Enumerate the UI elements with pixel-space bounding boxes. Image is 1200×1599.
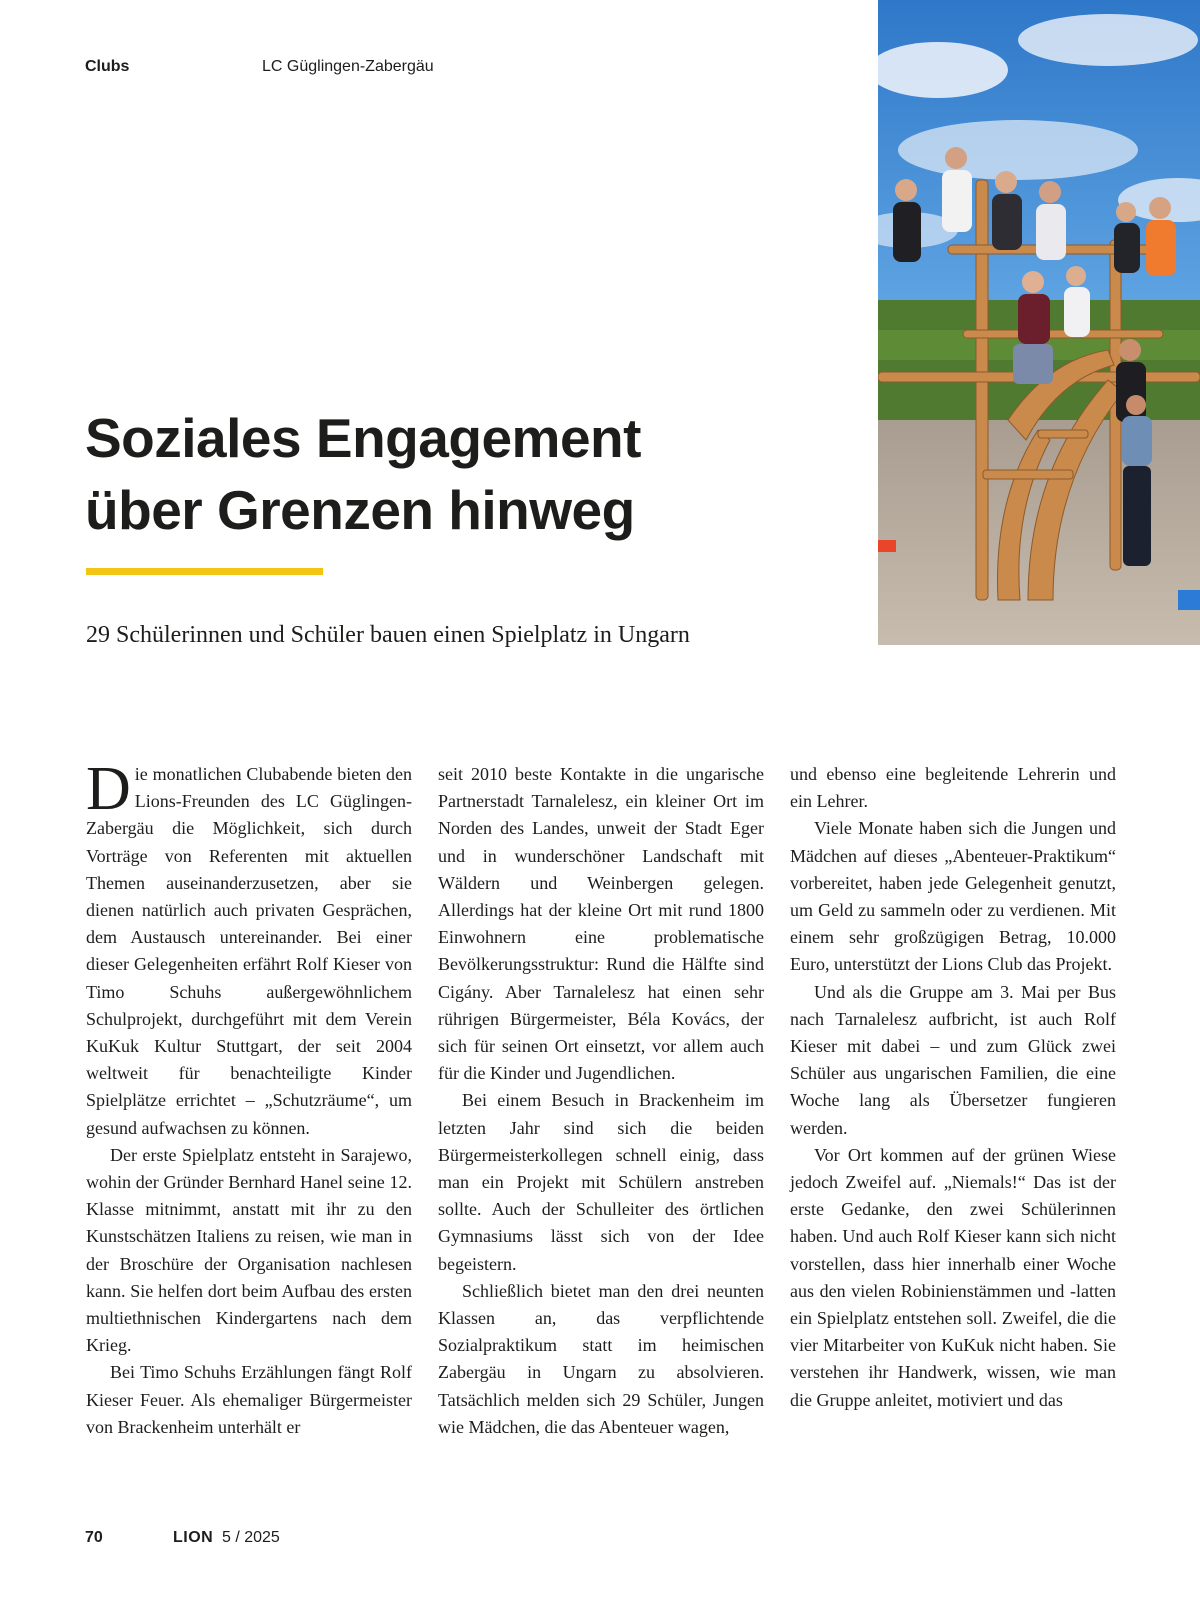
paragraph: Vor Ort kommen auf der grünen Wiese jedoch Zweifel auf. „Niemals!“ Das ist der erste Gedanke, den zwei Schülerinnen haben. Und auch Rolf Kieser kann sich nicht vorstellen, dass hier innerhalb einer Woche aus den vielen Robinienstämmen und -latten ein Spielplatz entstehen soll. Zweifel, die die vier Mitarbeiter von KuKuk nicht haben. Sie verstehen ihr Handwerk, wissen, wie man die Gruppe anleitet, motiviert und das xyxy=(790,1144,1116,1410)
paragraph: Und als die Gruppe am 3. Mai per Bus nach Tarnalelesz aufbricht, ist auch Rolf Kieser mit dabei – und zum Glück zwei Schüler aus ungarischen Familien, die eine Woche lang als Übersetzer fungieren werden. xyxy=(790,981,1116,1138)
title-line-1: Soziales Engagement xyxy=(85,407,641,469)
issue-label: 5 / 2025 xyxy=(222,1529,280,1546)
paragraph: und ebenso eine begleitende Lehrerin und ein Lehrer. xyxy=(790,764,1116,812)
title-line-2: über Grenzen hinweg xyxy=(85,479,635,541)
page-number: 70 xyxy=(85,1529,103,1546)
section-label: Clubs xyxy=(85,58,130,75)
magazine-name: LION xyxy=(173,1529,214,1546)
playground-photo xyxy=(878,0,1200,645)
paragraph-text: ie monatlichen Clubabende bieten den Lions-Freunden des LC Güglingen-Zabergäu die Möglichkeit, sich durch Vorträge von Referenten mit aktuellen Themen auseinanderzusetzen, aber sie dienen natürlich auch privaten Gesprächen, dem Austausch untereinander. Bei einer dieser Gelegenheiten erfährt Rolf Kieser von Timo Schuhs außergewöhnlichem Schulprojekt, durchgeführt mit dem Verein KuKuk Kultur Stuttgart, der seit 2004 weltweit für benachteiligte Kinder Spielplätze errichtet – „Schutzräume“, um gesund aufwachsen zu können. xyxy=(86,764,412,1138)
paragraph: Bei Timo Schuhs Erzählungen fängt Rolf Kieser Feuer. Als ehemaliger Bürgermeister von Brackenheim unterhält er xyxy=(86,1362,412,1437)
title-accent-rule xyxy=(86,568,323,575)
paragraph: Der erste Spielplatz entsteht in Sarajewo, wohin der Gründer Bernhard Hanel seine 12. Klasse mitnimmt, anstatt mit ihr zu den Kunstschätzen Italiens zu reisen, wie man in der Broschüre der Organisation nachlesen kann. Sie helfen dort beim Aufbau des ersten multiethnischen Kindergartens nach dem Krieg. xyxy=(86,1144,412,1356)
paragraph: seit 2010 beste Kontakte in die ungarische Partnerstadt Tarnalelesz, ein kleiner Ort im Norden des Landes, unweit der Stadt Eger und in wunderschöner Landschaft mit Wäldern und Weinbergen gelegen. Allerdings hat der kleine Ort mit rund 1800 Einwohnern eine problematische Bevölkerungsstruktur: Rund die Hälfte sind Cigány. Aber Tarnalelesz hat einen sehr rührigen Bürgermeister, Béla Kovács, der sich für seinen Ort einsetzt, vor allem auch für die Kinder und Jugendlichen. xyxy=(438,764,764,1084)
paragraph: Bei einem Besuch in Brackenheim im letzten Jahr sind sich die beiden Bürgermeisterkollegen schnell einig, dass man ein Projekt mit Schülern anstreben sollte. Auch der Schulleiter des örtlichen Gymnasiums lässt sich von der Idee begeistern. xyxy=(438,1090,764,1274)
body-column-3 xyxy=(790,761,1116,1414)
drop-cap: D xyxy=(86,755,131,823)
body-column-2 xyxy=(438,761,764,1441)
paragraph xyxy=(86,755,412,1142)
body-column-1 xyxy=(86,755,412,1441)
article-title xyxy=(85,402,641,546)
club-label: LC Güglingen-Zabergäu xyxy=(262,58,434,75)
paragraph: Schließlich bietet man den drei neunten Klassen an, das verpflichtende Sozialpraktikum statt im heimischen Zabergäu in Ungarn zu absolvieren. Tatsächlich melden sich 29 Schüler, Jungen wie Mädchen, die das Abenteuer wagen, xyxy=(438,1280,764,1437)
paragraph: Viele Monate haben sich die Jungen und Mädchen auf dieses „Abenteuer-Praktikum“ vorbereitet, haben jede Gelegenheit genutzt, um Geld zu sammeln oder zu verdienen. Mit einem sehr großzügigen Betrag, 10.000 Euro, unterstützt der Lions Club das Projekt. xyxy=(790,818,1116,975)
article-subtitle: 29 Schülerinnen und Schüler bauen einen Spielplatz in Ungarn xyxy=(86,622,690,648)
